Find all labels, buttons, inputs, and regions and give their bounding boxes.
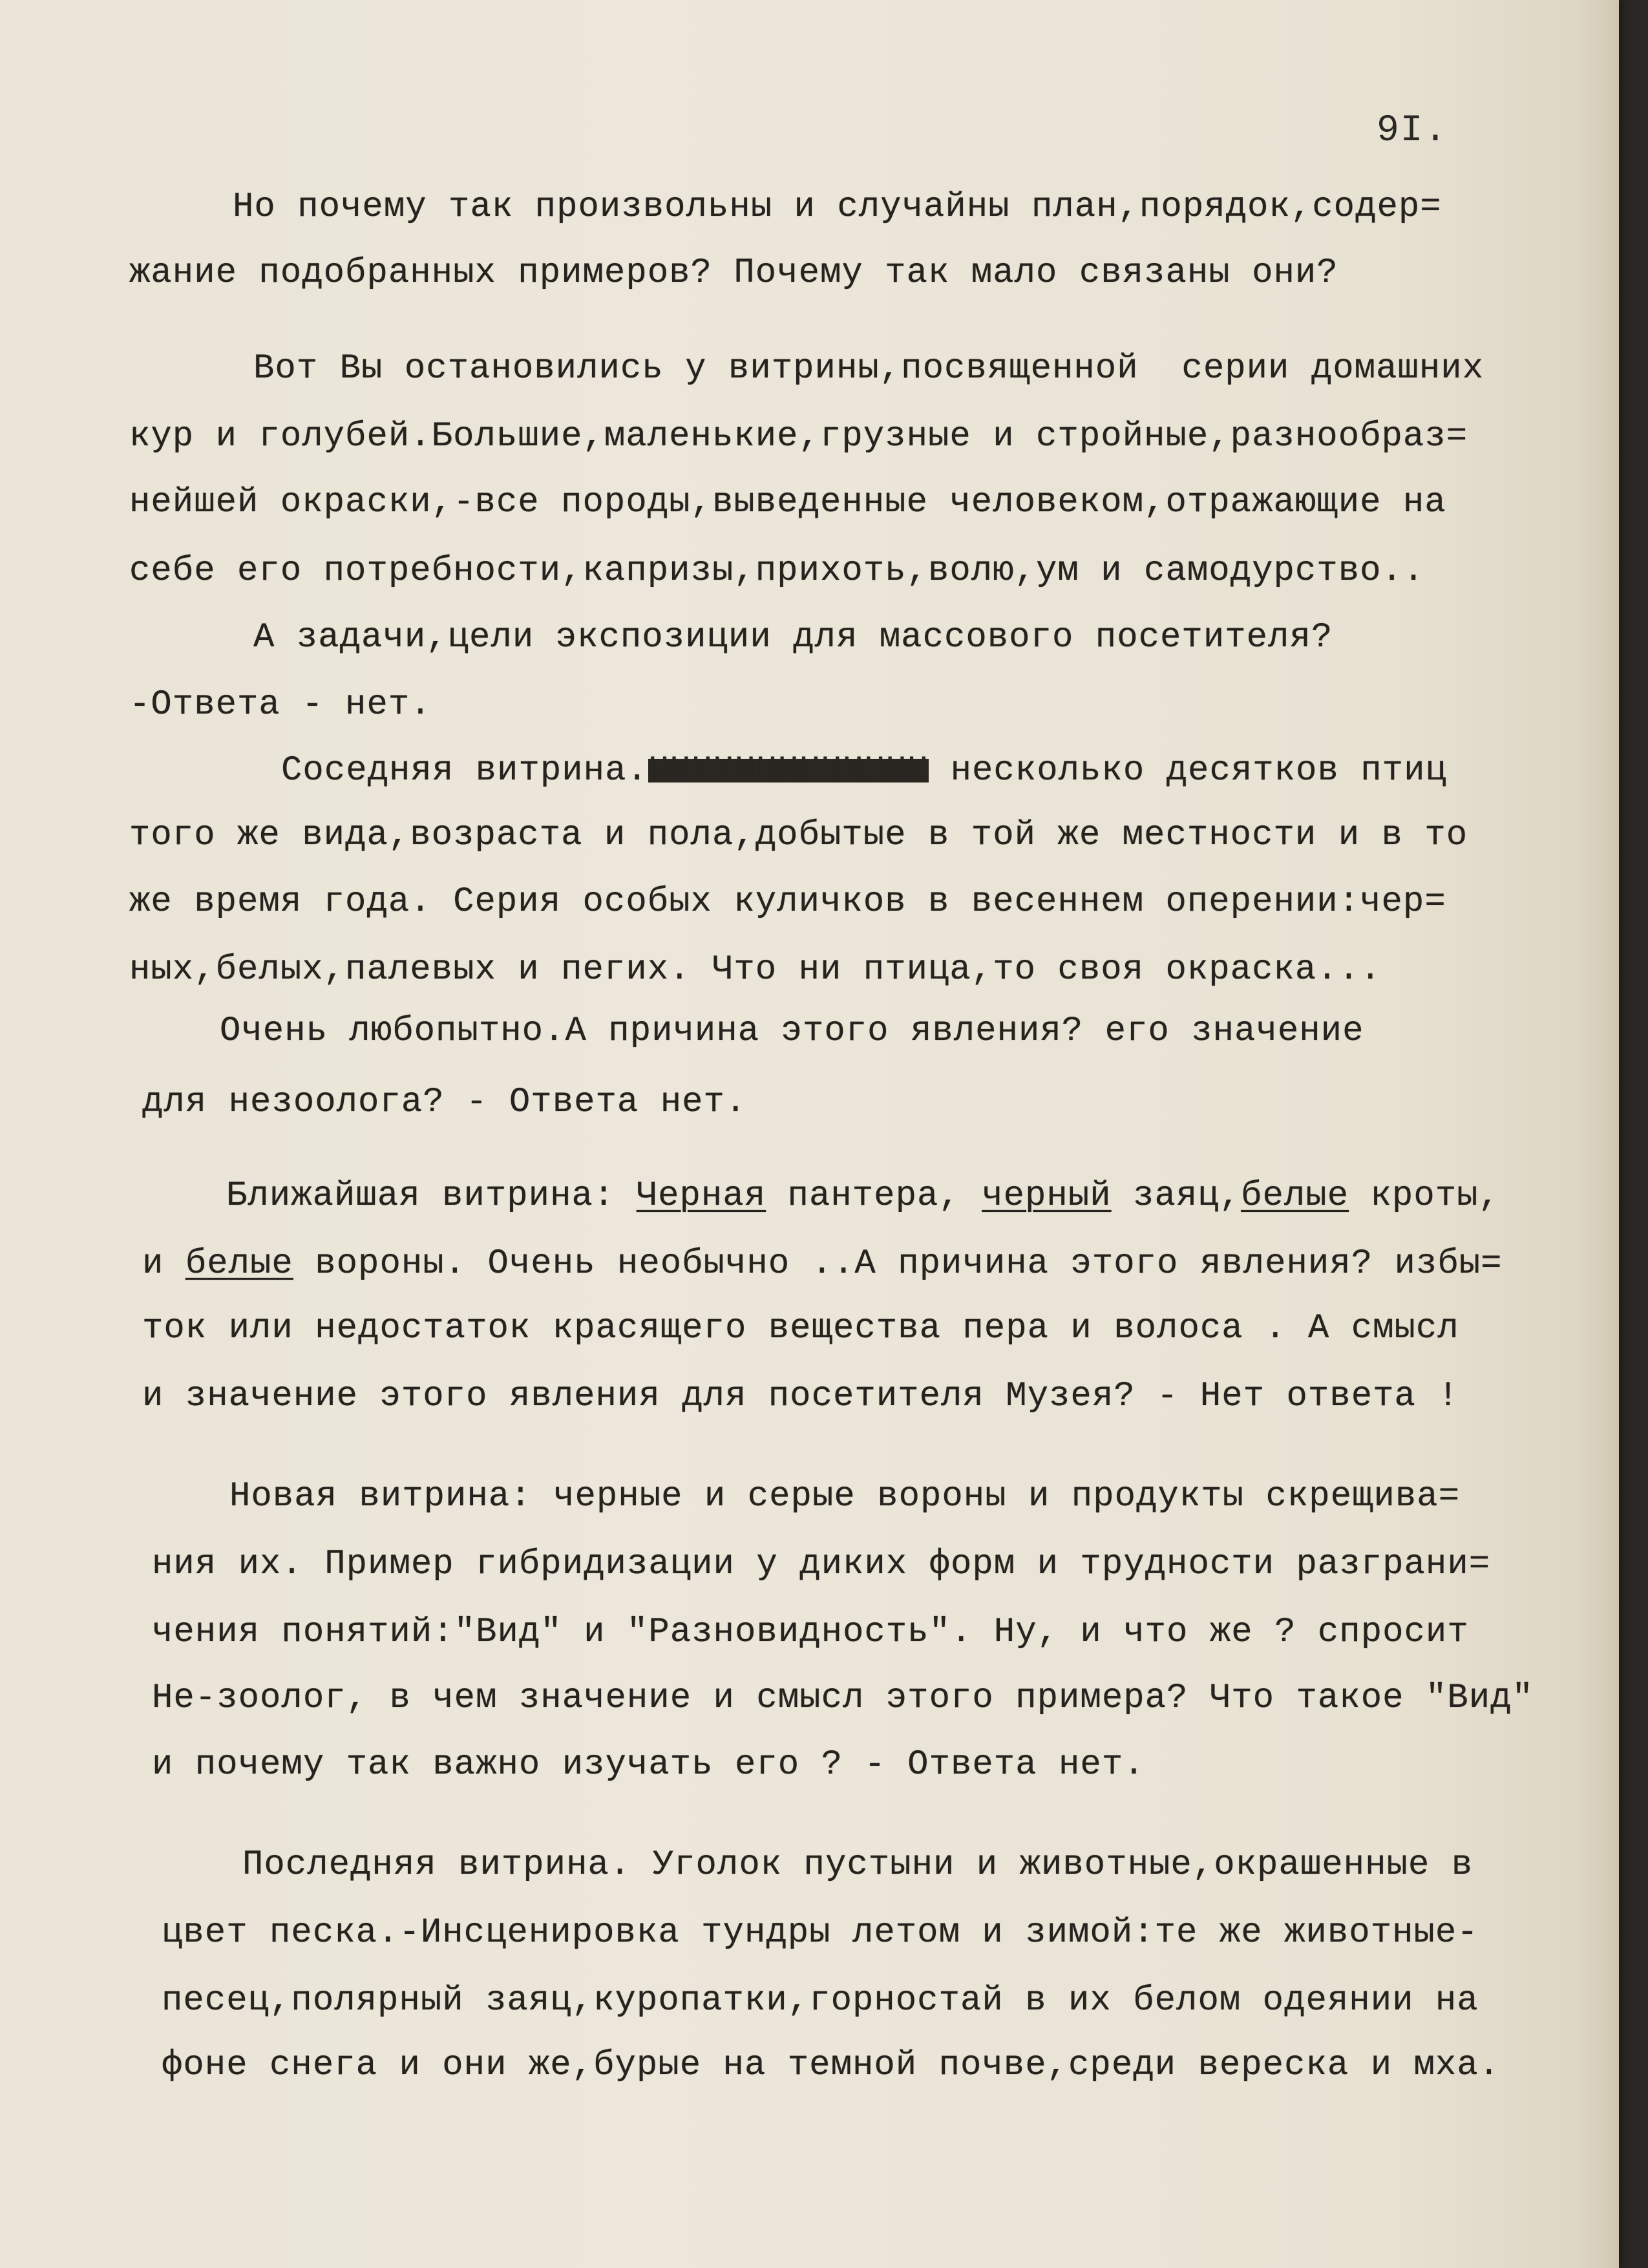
text-line: чения понятий:"Вид" и "Разновидность". Ну, и что же ? спросит — [152, 1613, 1469, 1652]
text-line: Новая витрина: черные и серые вороны и продукты скрещива= — [229, 1477, 1461, 1516]
struck-out-text: ННННННННННННН — [648, 751, 929, 790]
text-line: кур и голубей.Большие,маленькие,грузные и стройные,разнообраз= — [129, 417, 1468, 456]
underlined-word: белые — [1241, 1176, 1349, 1216]
text-line: Но почему так произвольны и случайны план,порядок,содер= — [233, 187, 1442, 227]
text-segment: заяц, — [1111, 1176, 1241, 1216]
text-line: и почему так важно изучать его ? - Ответа нет. — [152, 1745, 1145, 1785]
text-line — [226, 1176, 1500, 1216]
text-line: А задачи,цели экспозиции для массового посетителя? — [253, 618, 1333, 657]
text-line: для незоолога? - Ответа нет. — [142, 1083, 747, 1122]
underlined-word: Черная — [636, 1176, 766, 1216]
text-segment: пантера, — [766, 1176, 982, 1216]
text-segment: кроты, — [1349, 1176, 1500, 1216]
text-line: того же вида,возраста и пола,добытые в той же местности и в то — [129, 816, 1468, 855]
text-line: фоне снега и они же,бурые на темной почве,среди вереска и мха. — [162, 2046, 1501, 2085]
text-line: жание подобранных примеров? Почему так мало связаны они? — [129, 253, 1338, 293]
text-line: Последняя витрина. Уголок пустыни и животные,окрашенные в — [242, 1845, 1474, 1885]
text-line: Очень любопытно.А причина этого явления? его значение — [220, 1012, 1364, 1051]
text-line: ток или недостаток красящего вещества пера и волоса . А смысл — [142, 1309, 1459, 1348]
page-number: 9I. — [1377, 110, 1448, 152]
text-segment: Соседняя витрина. — [281, 751, 648, 790]
text-line — [142, 1244, 1503, 1284]
text-line: Не-зоолог, в чем значение и смысл этого примера? Что такое "Вид" — [152, 1679, 1534, 1718]
text-line: цвет песка.-Инсценировка тундры летом и зимой:те же животные- — [162, 1913, 1479, 1953]
text-line: и значение этого явления для посетителя Музея? - Нет ответа ! — [142, 1377, 1459, 1416]
text-segment: несколько десятков птиц — [929, 751, 1447, 790]
text-line: себе его потребности,капризы,прихоть,волю,ум и самодурство.. — [129, 551, 1425, 591]
text-line: Вот Вы остановились у витрины,посвященной серии домашних — [253, 349, 1484, 388]
underlined-word: белые — [185, 1244, 293, 1284]
text-line: же время года. Серия особых куличков в весеннем оперении:чер= — [129, 882, 1446, 922]
text-segment: Ближайшая витрина: — [226, 1176, 637, 1216]
text-line: ных,белых,палевых и пегих. Что ни птица,то своя окраска... — [129, 950, 1382, 990]
text-segment: вороны. Очень необычно ..А причина этого явления? избы= — [293, 1244, 1503, 1284]
text-line — [281, 751, 1447, 790]
text-line: -Ответа - нет. — [129, 685, 432, 725]
text-line: ния их. Пример гибридизации у диких форм и трудности разграни= — [152, 1545, 1491, 1584]
underlined-word: черный — [982, 1176, 1112, 1216]
text-segment: и — [142, 1244, 185, 1284]
text-line: песец,полярный заяц,куропатки,горностай в их белом одеянии на — [162, 1981, 1479, 2020]
text-line: нейшей окраски,-все породы,выведенные человеком,отражающие на — [129, 483, 1446, 522]
